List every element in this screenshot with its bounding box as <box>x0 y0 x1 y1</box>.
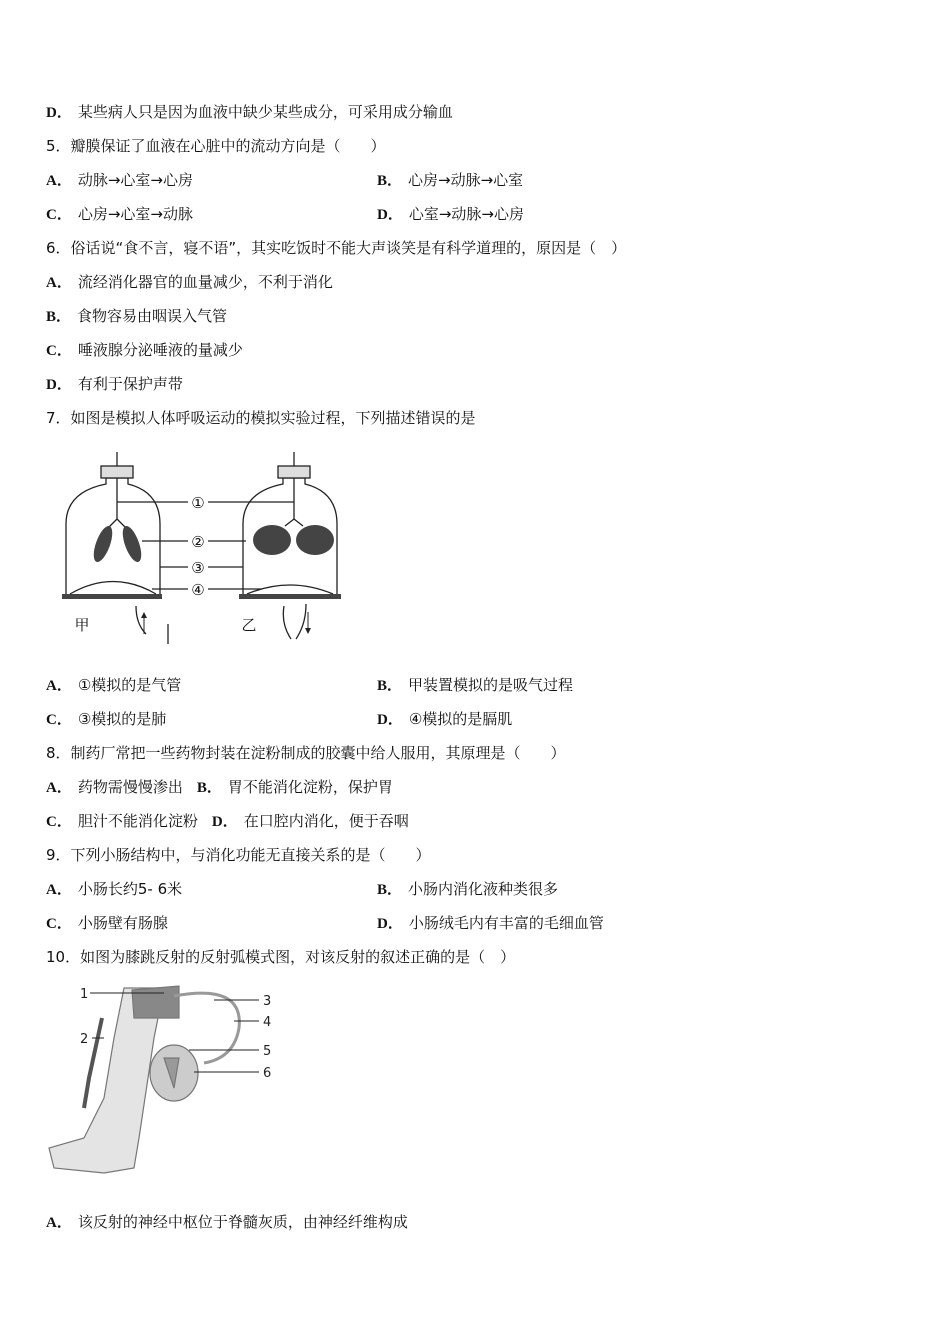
option-label: D． <box>377 712 403 728</box>
option-text: ③模拟的是肺 <box>77 710 167 728</box>
q9-option-c <box>46 913 168 934</box>
q6-stem: 6．俗话说“食不言，寝不语”，其实吃饭时不能大声谈笑是有科学道理的，原因是（ ） <box>46 239 627 257</box>
q7-stem: 7．如图是模拟人体呼吸运动的模拟实验过程，下列描述错误的是 <box>46 409 476 427</box>
option-text: 药物需慢慢渗出 <box>77 778 183 796</box>
q7-option-a <box>46 675 181 696</box>
label-4: 4 <box>263 1015 272 1030</box>
option-label: B． <box>196 780 222 796</box>
q5-option-c <box>46 204 193 225</box>
option-text: 某些病人只是因为血液中缺少某些成分，可采用成分输血 <box>77 103 453 121</box>
label-4: ④ <box>191 581 205 599</box>
option-label: D． <box>46 105 72 121</box>
option-label: C． <box>46 814 72 830</box>
figure-labels <box>74 494 256 634</box>
option-label: A． <box>46 780 72 796</box>
label-2: ② <box>191 533 205 551</box>
option-label: D． <box>377 207 403 223</box>
option-text: 有利于保护声带 <box>77 375 183 393</box>
option-text: ①模拟的是气管 <box>77 676 182 694</box>
option-label: D． <box>211 814 238 830</box>
option-text: 甲装置模拟的是吸气过程 <box>408 676 574 694</box>
q9-option-d <box>377 913 604 934</box>
option-text: 心房→动脉→心室 <box>408 171 524 189</box>
option-label: B． <box>377 173 403 189</box>
label-5: 5 <box>263 1044 272 1059</box>
knee-reflex-figure <box>44 978 284 1188</box>
q10-stem: 10．如图为膝跳反射的反射弧模式图，对该反射的叙述正确的是（ ） <box>46 948 516 966</box>
label-6: 6 <box>263 1066 272 1081</box>
option-label: A． <box>46 275 72 291</box>
breathing-model-figure <box>56 444 346 644</box>
q9-option-a <box>46 879 182 900</box>
option-text: 心室→动脉→心房 <box>408 205 524 223</box>
option-label: A． <box>46 882 72 898</box>
q7-option-d <box>377 709 512 730</box>
q9-stem: 9．下列小肠结构中，与消化功能无直接关系的是（ ） <box>46 846 431 864</box>
option-text: 食物容易由咽误入气管 <box>77 307 228 325</box>
q5-stem: 5．瓣膜保证了血液在心脏中的流动方向是（ ） <box>46 137 386 155</box>
option-text: ④模拟的是膈肌 <box>408 710 513 728</box>
option-label: C． <box>46 712 72 728</box>
q5-option-d <box>377 204 524 225</box>
caption-yi: 乙 <box>241 616 257 634</box>
option-text: 小肠内消化液种类很多 <box>408 880 559 898</box>
option-label: D． <box>46 377 72 393</box>
q6-option-b <box>46 306 227 327</box>
option-text: 动脉→心室→心房 <box>77 171 193 189</box>
option-text: 小肠长约5- 6米 <box>77 880 183 898</box>
q4-option-d <box>46 102 453 123</box>
option-label: A． <box>46 1215 72 1231</box>
q6-option-d <box>46 374 183 395</box>
q7-option-b <box>377 675 573 696</box>
option-text: 胃不能消化淀粉，保护胃 <box>227 778 393 796</box>
q7-option-c <box>46 709 166 730</box>
q5-option-a <box>46 170 193 191</box>
label-1: 1 <box>80 987 89 1002</box>
option-text: 小肠壁有肠腺 <box>77 914 168 932</box>
q10-option-a <box>46 1212 408 1233</box>
label-3: ③ <box>191 559 205 577</box>
q8-options-cd <box>46 811 409 832</box>
q8-stem: 8．制药厂常把一些药物封装在淀粉制成的胶囊中给人服用，其原理是（ ） <box>46 744 566 762</box>
option-text: 心房→心室→动脉 <box>77 205 193 223</box>
option-text: 唾液腺分泌唾液的量减少 <box>77 341 243 359</box>
option-label: B． <box>46 309 72 325</box>
option-label: C． <box>46 343 72 359</box>
q8-options-ab <box>46 777 393 798</box>
option-label: A． <box>46 173 72 189</box>
q9-option-b <box>377 879 558 900</box>
caption-jia: 甲 <box>74 616 90 634</box>
q5-option-b <box>377 170 523 191</box>
label-2: 2 <box>80 1032 89 1047</box>
label-1: ① <box>191 494 205 512</box>
option-label: A． <box>46 678 72 694</box>
option-label: B． <box>377 678 403 694</box>
q6-option-c <box>46 340 243 361</box>
option-text: 流经消化器官的血量减少，不利于消化 <box>77 273 333 291</box>
option-label: C． <box>46 916 72 932</box>
option-label: C． <box>46 207 72 223</box>
option-text: 该反射的神经中枢位于脊髓灰质，由神经纤维构成 <box>77 1213 408 1231</box>
label-3: 3 <box>263 994 272 1009</box>
option-text: 在口腔内消化，便于吞咽 <box>243 812 409 830</box>
option-label: D． <box>377 916 403 932</box>
option-label: B． <box>377 882 403 898</box>
option-text: 胆汁不能消化淀粉 <box>77 812 198 830</box>
option-text: 小肠绒毛内有丰富的毛细血管 <box>408 914 604 932</box>
q6-option-a <box>46 272 333 293</box>
